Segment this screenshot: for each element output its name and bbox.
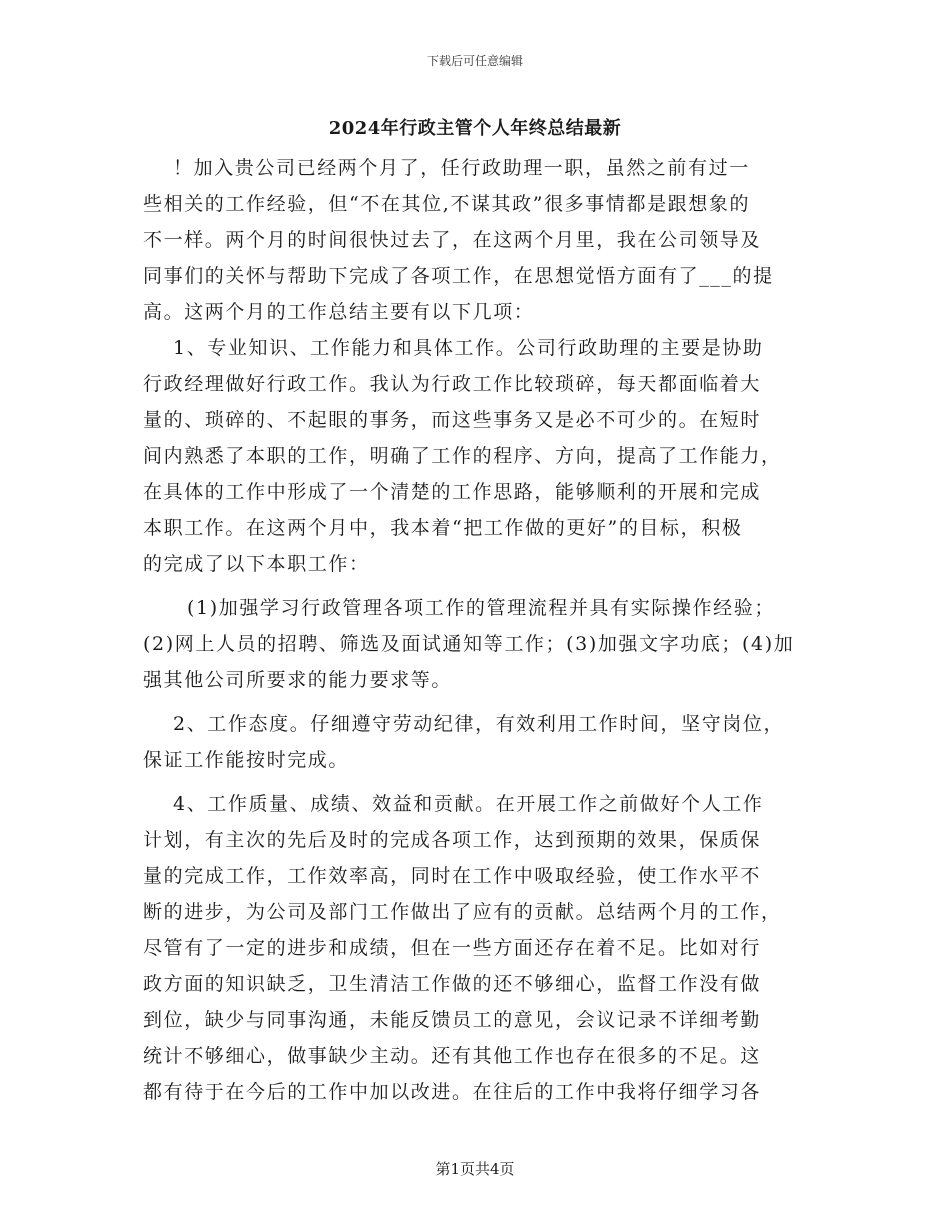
body-line: 本职工作。在这两个月中，我本着“把工作做的更好”的目标，积极 bbox=[143, 517, 743, 539]
body-line: 尽管有了一定的进步和成绩，但在一些方面还存在着不足。比如对行 bbox=[143, 937, 762, 959]
body-line: 1、专业知识、工作能力和具体工作。公司行政助理的主要是协助 bbox=[173, 337, 764, 359]
body-line: 到位，缺少与同事沟通，未能反馈员工的意见，会议记录不详细考勤 bbox=[143, 1009, 762, 1031]
body-line: (2)网上人员的招聘、筛选及面试通知等工作；(3)加强文字功底；(4)加 bbox=[143, 633, 795, 655]
body-line: 量的完成工作，工作效率高，同时在工作中吸取经验，使工作水平不 bbox=[143, 865, 762, 887]
body-line: 断的进步，为公司及部门工作做出了应有的贡献。总结两个月的工作， bbox=[143, 901, 782, 923]
body-line: (1)加强学习行政管理各项工作的管理流程并具有实际操作经验； bbox=[187, 597, 775, 619]
body-line: ！加入贵公司已经两个月了，任行政助理一职，虽然之前有过一 bbox=[173, 157, 750, 179]
body-line: 量的、琐碎的、不起眼的事务，而这些事务又是必不可少的。在短时 bbox=[143, 409, 762, 431]
body-line: 计划，有主次的先后及时的完成各项工作，达到预期的效果，保质保 bbox=[143, 829, 762, 851]
body-line: 不一样。两个月的时间很快过去了，在这两个月里，我在公司领导及 bbox=[143, 229, 762, 251]
body-line: 些相关的工作经验，但“不在其位,不谋其政”很多事情都是跟想象的 bbox=[143, 193, 751, 215]
body-line: 同事们的关怀与帮助下完成了各项工作，在思想觉悟方面有了___的提 bbox=[143, 265, 774, 287]
document-body bbox=[143, 150, 823, 1110]
body-line: 都有待于在今后的工作中加以改进。在往后的工作中我将仔细学习各 bbox=[143, 1081, 762, 1103]
page-number-footer: 第1页共4页 bbox=[435, 1160, 515, 1178]
body-line: 间内熟悉了本职的工作，明确了工作的程序、方向，提高了工作能力， bbox=[143, 445, 782, 467]
body-line: 高。这两个月的工作总结主要有以下几项： bbox=[143, 301, 535, 323]
body-line: 的完成了以下本职工作： bbox=[143, 553, 370, 575]
document-title: 2024年行政主管个人年终总结最新 bbox=[328, 118, 622, 139]
body-line: 保证工作能按时完成。 bbox=[143, 749, 350, 771]
body-line: 4、工作质量、成绩、效益和贡献。在开展工作之前做好个人工作 bbox=[173, 793, 764, 815]
body-line: 在具体的工作中形成了一个清楚的工作思路，能够顺利的开展和完成 bbox=[143, 481, 762, 503]
body-line: 2、工作态度。仔细遵守劳动纪律，有效利用工作时间，坚守岗位， bbox=[173, 713, 785, 735]
body-line: 行政经理做好行政工作。我认为行政工作比较琐碎，每天都面临着大 bbox=[143, 373, 762, 395]
page-header-note: 下载后可任意编辑 bbox=[426, 54, 523, 68]
body-line: 政方面的知识缺乏，卫生清洁工作做的还不够细心，监督工作没有做 bbox=[143, 973, 762, 995]
body-line: 统计不够细心，做事缺少主动。还有其他工作也存在很多的不足。这 bbox=[143, 1045, 762, 1067]
body-line: 强其他公司所要求的能力要求等。 bbox=[143, 669, 453, 691]
